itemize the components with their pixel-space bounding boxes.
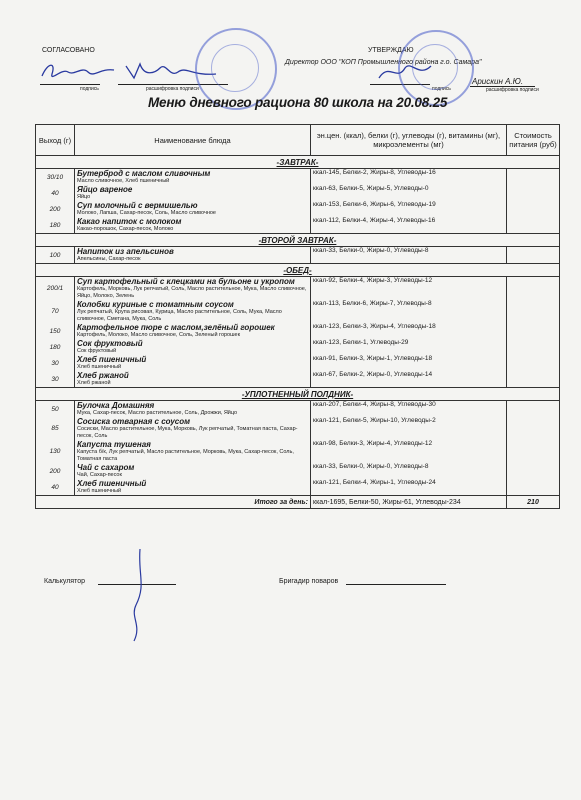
chef-signature-line	[346, 584, 446, 585]
nutrition-cell: ккал-153, Белки-6, Жиры-6, Углеводы-19	[311, 201, 507, 217]
dish-cell	[75, 323, 311, 339]
section-row	[36, 388, 560, 401]
dish-ingredients: Капуста б/к, Лук репчатый, Масло растительное, Морковь, Мука, Сахар-песок, Соль, Томатная паста	[77, 449, 294, 462]
dish-cell	[75, 440, 311, 463]
dish-ingredients: Лук репчатый, Крупа рисовая, Курица, Масло растительное, Соль, Мука, Масло сливочное, Сметана, Мука, Соль	[77, 309, 282, 322]
dish-name: Булочка Домашняя	[77, 401, 155, 410]
cost-cell	[507, 300, 560, 323]
cost-cell	[507, 217, 560, 234]
dish-name: Яйцо вареное	[77, 185, 133, 194]
dish-name: Хлеб пшеничный	[77, 355, 147, 364]
director-name: Арискин А.Ю.	[472, 77, 524, 86]
output-cell: 30	[36, 371, 75, 388]
cost-cell	[507, 463, 560, 479]
output-cell: 130	[36, 440, 75, 463]
nutrition-cell: ккал-33, Белки-0, Жиры-0, Углеводы-8	[311, 247, 507, 264]
dish-name: Какао напиток с молоком	[77, 217, 182, 226]
calculator-label: Калькулятор	[44, 578, 85, 585]
cost-cell	[507, 277, 560, 301]
cost-cell	[507, 417, 560, 440]
dish-ingredients: Какао-порошок, Сахар-песок, Молоко	[77, 226, 174, 232]
dish-ingredients: Мука, Сахар-песок, Масло растительное, Соль, Дрожжи, Яйцо	[77, 410, 238, 416]
chef-label: Бригадир поваров	[279, 578, 339, 585]
dish-name: Бутерброд с маслом сливочным	[77, 169, 211, 178]
table-row	[36, 300, 560, 323]
table-row	[36, 401, 560, 418]
nutrition-cell: ккал-33, Белки-0, Жиры-0, Углеводы-8	[311, 463, 507, 479]
output-cell: 200/1	[36, 277, 75, 301]
dish-ingredients: Апельсины, Сахар-песок	[77, 256, 141, 262]
col-nutrition-header: эн.цен. (ккал), белки (г), углеводы (г), витамины (мг), микроэлементы (мг)	[311, 125, 507, 156]
menu-table	[35, 124, 560, 509]
table-row	[36, 323, 560, 339]
decode-caption-left: расшифровка подписи	[146, 86, 199, 92]
agreed-label: СОГЛАСОВАНО	[42, 47, 95, 54]
nutrition-cell: ккал-123, Белки-3, Жиры-4, Углеводы-18	[311, 323, 507, 339]
totals-cost: 210	[507, 496, 560, 509]
col-name-header: Наименование блюда	[75, 125, 311, 156]
dish-name: Капуста тушеная	[77, 440, 151, 449]
approved-label: УТВЕРЖДАЮ	[368, 47, 414, 54]
nutrition-cell: ккал-67, Белки-2, Жиры-0, Углеводы-14	[311, 371, 507, 388]
table-row	[36, 201, 560, 217]
nutrition-cell: ккал-112, Белки-4, Жиры-4, Углеводы-16	[311, 217, 507, 234]
nutrition-cell: ккал-145, Белки-2, Жиры-8, Углеводы-16	[311, 169, 507, 186]
output-cell: 30/10	[36, 169, 75, 186]
table-row	[36, 355, 560, 371]
output-cell: 30	[36, 355, 75, 371]
dish-ingredients: Хлеб ржаной	[77, 380, 111, 386]
dish-ingredients: Яйцо	[77, 194, 91, 200]
dish-cell	[75, 300, 311, 323]
dish-name: Чай с сахаром	[77, 463, 135, 472]
dish-name: Суп молочный с вермишелью	[77, 201, 198, 210]
page-title: Меню дневного рациона 80 школа на 20.08.25	[148, 95, 448, 110]
dish-name: Напиток из апельсинов	[77, 247, 174, 256]
signature-caption-right: подпись	[432, 86, 451, 92]
table-row	[36, 440, 560, 463]
cost-cell	[507, 355, 560, 371]
menu-body	[36, 156, 560, 509]
dish-cell	[75, 355, 311, 371]
dish-ingredients: Молоко, Лапша, Сахар-песок, Соль, Масло сливочное	[77, 210, 216, 216]
dish-ingredients: Сосиски, Масло растительное, Мука, Морковь, Лук репчатый, Томатная паста, Сахар-песок, Соль	[77, 426, 298, 439]
output-cell: 200	[36, 201, 75, 217]
cost-cell	[507, 201, 560, 217]
dish-cell	[75, 277, 311, 301]
dish-cell	[75, 463, 311, 479]
dish-ingredients: Масло сливочное, Хлеб пшеничный	[77, 178, 170, 184]
dish-cell	[75, 247, 311, 264]
cost-cell	[507, 401, 560, 418]
dish-name: Хлеб ржаной	[77, 371, 129, 380]
nutrition-cell: ккал-98, Белки-3, Жиры-4, Углеводы-12	[311, 440, 507, 463]
output-cell: 40	[36, 479, 75, 496]
table-header-row	[36, 125, 560, 156]
dish-name: Сок фруктовый	[77, 339, 143, 348]
table-row	[36, 247, 560, 264]
totals-nutrition: ккал-1695, Белки-50, Жиры-61, Углеводы-234	[311, 496, 507, 509]
col-output-header: Выход (г)	[36, 125, 75, 156]
nutrition-cell: ккал-113, Белки-6, Жиры-7, Углеводы-8	[311, 300, 507, 323]
dish-name: Хлеб пшеничный	[77, 479, 147, 488]
nutrition-cell: ккал-123, Белки-1, Углеводы-29	[311, 339, 507, 355]
cost-cell	[507, 247, 560, 264]
col-cost-header: Стоимость питания (руб)	[507, 125, 560, 156]
nutrition-cell: ккал-121, Белки-4, Жиры-1, Углеводы-24	[311, 479, 507, 496]
table-row	[36, 169, 560, 186]
dish-cell	[75, 401, 311, 418]
output-cell: 40	[36, 185, 75, 201]
output-cell: 50	[36, 401, 75, 418]
director-title: Директор ООО "КОП Промышленного района г.о. Самара"	[285, 59, 482, 66]
section-row	[36, 234, 560, 247]
table-row	[36, 277, 560, 301]
cost-cell	[507, 479, 560, 496]
signature-calculator	[120, 545, 160, 645]
dish-ingredients: Хлеб пшеничный	[77, 488, 122, 494]
cost-cell	[507, 371, 560, 388]
section-row	[36, 156, 560, 169]
output-cell: 180	[36, 217, 75, 234]
output-cell: 85	[36, 417, 75, 440]
dish-cell	[75, 371, 311, 388]
totals-label: Итого за день:	[36, 496, 311, 509]
table-row	[36, 371, 560, 388]
dish-name: Сосиска отварная с соусом	[77, 417, 191, 426]
dish-name: Суп картофельный с клецками на бульоне и укропом	[77, 277, 295, 286]
totals-row	[36, 496, 560, 509]
dish-cell	[75, 217, 311, 234]
nutrition-cell: ккал-63, Белки-5, Жиры-5, Углеводы-0	[311, 185, 507, 201]
dish-ingredients: Картофель, Молоко, Масло сливочное, Соль, Зеленый горошек	[77, 332, 240, 338]
dish-name: Колобки куриные с томатным соусом	[77, 300, 234, 309]
output-cell: 150	[36, 323, 75, 339]
dish-ingredients: Картофель, Морковь, Лук репчатый, Соль, Масло растительное, Мука, Масло сливочное, Яйцо, Молоко, Зелень	[77, 286, 307, 299]
table-row	[36, 339, 560, 355]
dish-cell	[75, 169, 311, 186]
cost-cell	[507, 323, 560, 339]
dish-cell	[75, 201, 311, 217]
section-title: -ОБЕД-	[36, 264, 560, 277]
nutrition-cell: ккал-207, Белки-4, Жиры-8, Углеводы-30	[311, 401, 507, 418]
dish-ingredients: Хлеб пшеничный	[77, 364, 122, 370]
output-cell: 100	[36, 247, 75, 264]
dish-cell	[75, 417, 311, 440]
table-row	[36, 417, 560, 440]
cost-cell	[507, 169, 560, 186]
output-cell: 70	[36, 300, 75, 323]
table-row	[36, 185, 560, 201]
section-row	[36, 264, 560, 277]
section-title: -ВТОРОЙ ЗАВТРАК-	[36, 234, 560, 247]
nutrition-cell: ккал-91, Белки-3, Жиры-1, Углеводы-18	[311, 355, 507, 371]
cost-cell	[507, 339, 560, 355]
section-title: -УПЛОТНЕННЫЙ ПОЛДНИК-	[36, 388, 560, 401]
dish-cell	[75, 479, 311, 496]
dish-cell	[75, 339, 311, 355]
dish-ingredients: Чай, Сахар-песок	[77, 472, 122, 478]
nutrition-cell: ккал-92, Белки-4, Жиры-3, Углеводы-12	[311, 277, 507, 301]
dish-name: Картофельное пюре с маслом,зелёный горошек	[77, 323, 275, 332]
signature-1	[38, 58, 118, 86]
table-row	[36, 479, 560, 496]
signature-caption-left: подпись	[80, 86, 99, 92]
dish-cell	[75, 185, 311, 201]
table-row	[36, 463, 560, 479]
cost-cell	[507, 185, 560, 201]
nutrition-cell: ккал-121, Белки-5, Жиры-10, Углеводы-2	[311, 417, 507, 440]
section-title: -ЗАВТРАК-	[36, 156, 560, 169]
output-cell: 180	[36, 339, 75, 355]
decode-caption-right: расшифровка подписи	[486, 87, 539, 93]
table-row	[36, 217, 560, 234]
output-cell: 200	[36, 463, 75, 479]
cost-cell	[507, 440, 560, 463]
dish-ingredients: Сок фруктовый	[77, 348, 117, 354]
